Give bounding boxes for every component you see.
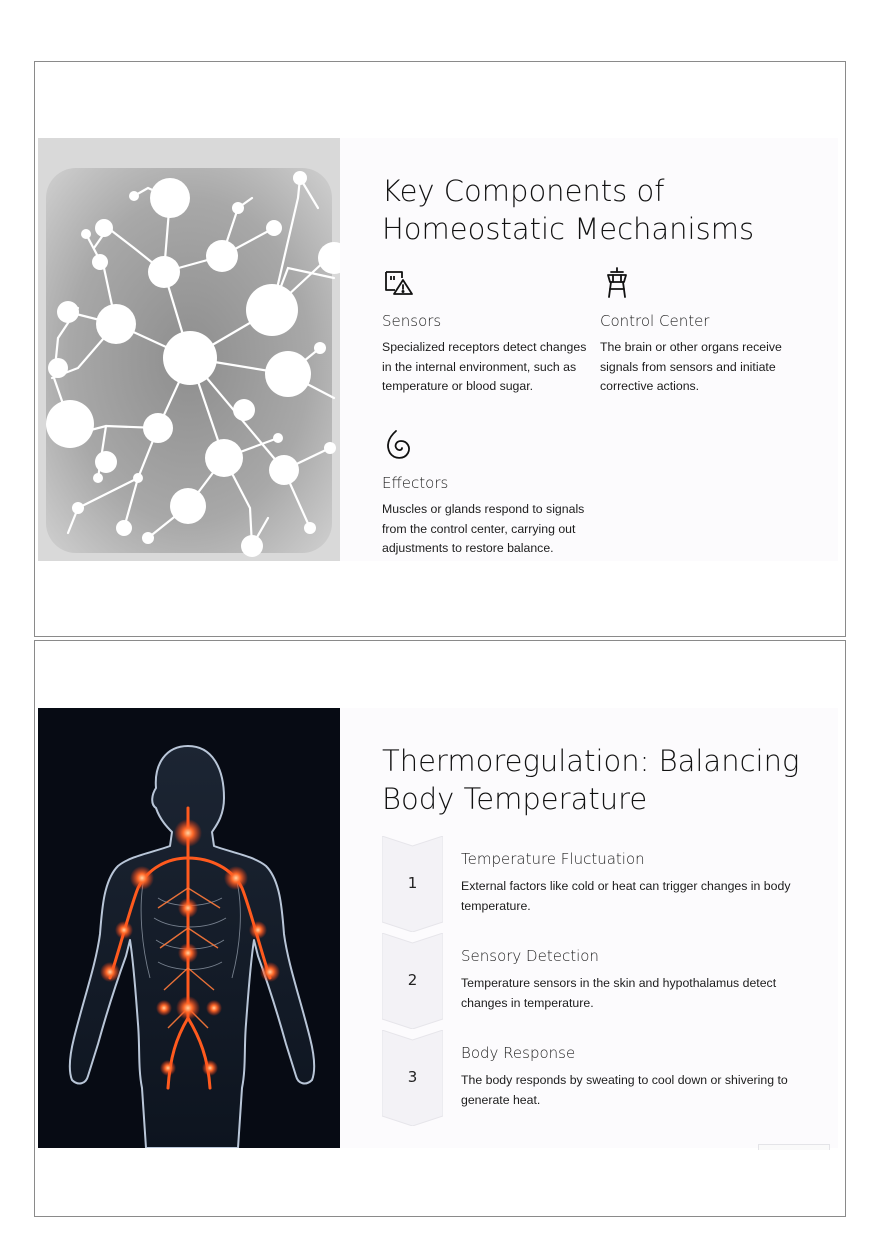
step-text: External factors like cold or heat can trigger changes in body temperature. xyxy=(461,879,791,913)
slide-key-components xyxy=(34,61,846,637)
component-text: The brain or other organs receive signals from sensors and initiate corrective actions. xyxy=(600,340,782,393)
component-title: Effectors xyxy=(382,474,449,492)
sensor-warning-icon xyxy=(382,266,416,300)
component-sensors xyxy=(382,266,597,397)
slide-title: Key Components of Homeostatic Mechanisms xyxy=(382,174,755,246)
slide-thermoregulation xyxy=(34,640,846,1217)
slide-card xyxy=(38,138,838,561)
step-text: The body responds by sweating to cool down or shivering to generate heat. xyxy=(461,1073,788,1107)
step-number: 1 xyxy=(407,874,418,892)
neural-network-image xyxy=(38,138,340,561)
step-text: Temperature sensors in the skin and hypothalamus detect changes in temperature. xyxy=(461,976,777,1010)
component-text: Specialized receptors detect changes in the internal environment, such as temperature or blood sugar. xyxy=(382,340,587,393)
component-control-center xyxy=(600,266,815,397)
slide-title: Thermoregulation: Balancing Body Temperature xyxy=(382,744,800,816)
component-title: Control Center xyxy=(600,312,710,330)
step-title: Temperature Fluctuation xyxy=(461,850,645,868)
corner-badge xyxy=(758,1144,830,1150)
step-number: 3 xyxy=(407,1068,418,1086)
component-title: Sensors xyxy=(382,312,442,330)
process-step xyxy=(382,933,802,1029)
component-effectors xyxy=(382,428,597,559)
step-title: Body Response xyxy=(461,1044,576,1062)
component-text: Muscles or glands respond to signals from the control center, carrying out adjustments to restore balance. xyxy=(382,502,585,555)
step-number: 2 xyxy=(407,971,418,989)
process-step xyxy=(382,836,802,932)
human-nervous-system-image xyxy=(38,708,340,1148)
step-title: Sensory Detection xyxy=(461,947,599,965)
control-tower-icon xyxy=(600,266,634,300)
spiral-target-icon xyxy=(382,428,416,462)
slide-card xyxy=(38,708,838,1148)
process-step xyxy=(382,1030,802,1126)
